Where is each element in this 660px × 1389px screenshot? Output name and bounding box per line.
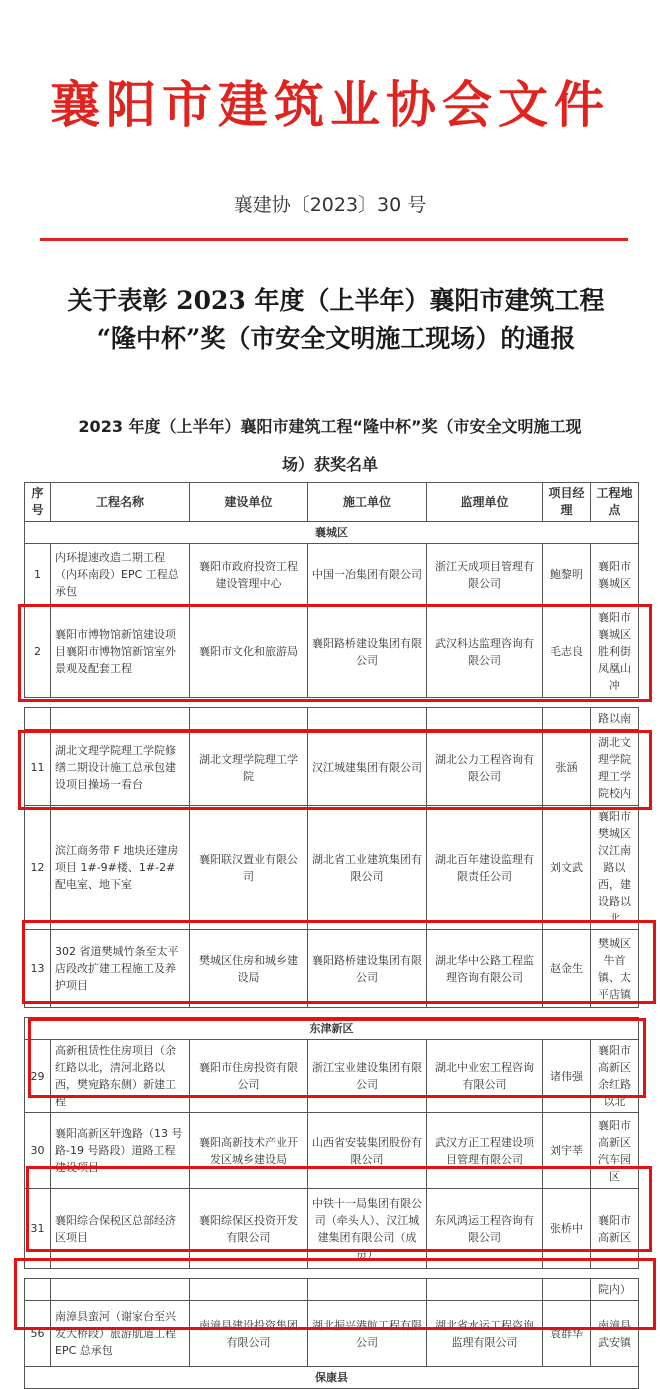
row-manager: 张涵 (543, 730, 591, 806)
row-project: 襄阳高新区轩逸路（13 号路-19 号路段）道路工程建设项目 (51, 1113, 190, 1189)
row-contractor: 汉江城建集团有限公司 (308, 730, 427, 806)
excerpt-gap (25, 698, 639, 708)
row-project: 南漳县蛮河（谢家台至兴发大桥段）旅游航道工程 EPC 总承包 (51, 1301, 190, 1367)
header-contractor: 施工单位 (308, 483, 427, 522)
row-supervisor: 湖北百年建设监理有限责任公司 (427, 806, 543, 930)
row-supervisor: 东风鸿运工程咨询有限公司 (427, 1189, 543, 1269)
document-header-title: 襄阳市建筑业协会文件 (50, 75, 610, 134)
row-supervisor: 浙江天成项目管理有限公司 (427, 544, 543, 606)
row-supervisor: 湖北公力工程咨询有限公司 (427, 730, 543, 806)
row-location: 襄阳市樊城区汉江南路以西，建设路以北 (591, 806, 639, 930)
row-contractor: 山西省安装集团股份有限公司 (308, 1113, 427, 1189)
row-project: 302 省道樊城竹条至太平店段改扩建工程施工及养护项目 (51, 930, 190, 1008)
row-location: 襄阳市高新区 (591, 1189, 639, 1269)
document-number: 襄建协〔2023〕30 号 (233, 194, 427, 216)
row-location: 襄阳市襄城区胜利街凤凰山冲 (591, 606, 639, 698)
row-location: 湖北文理学院理工学院校内 (591, 730, 639, 806)
award-list-title-line1: 2023 年度（上半年）襄阳市建筑工程“隆中杯”奖（市安全文明施工现 (78, 417, 582, 436)
row-supervisor: 武汉方正工程建设项目管理有限公司 (427, 1113, 543, 1189)
award-table (24, 482, 638, 1389)
row-builder: 襄阳综保区投资开发有限公司 (190, 1189, 308, 1269)
excerpt-gap (25, 1008, 639, 1018)
row-manager: 刘宇莘 (543, 1113, 591, 1189)
row-no: 30 (25, 1113, 51, 1189)
section-row-baokang (25, 1367, 639, 1389)
section-label: 襄城区 (25, 522, 639, 544)
header-supervisor: 监理单位 (427, 483, 543, 522)
table-row (25, 806, 639, 930)
table-row (25, 1040, 639, 1113)
row-builder: 襄阳市政府投资工程建设管理中心 (190, 544, 308, 606)
row-manager: 刘文武 (543, 806, 591, 930)
award-list-title (22, 408, 638, 484)
header-divider (40, 238, 628, 241)
row-project: 内环提速改造二期工程（内环南段）EPC 工程总承包 (51, 544, 190, 606)
row-contractor: 襄阳路桥建设集团有限公司 (308, 930, 427, 1008)
row-project: 滨江商务带 F 地块还建房项目 1#-9#楼、1#-2#配电室、地下室 (51, 806, 190, 930)
row-location-fragment: 路以南 (591, 708, 639, 730)
table-row-fragment (25, 708, 639, 730)
row-builder: 南漳县建设投资集团有限公司 (190, 1301, 308, 1367)
table-row (25, 1301, 639, 1367)
row-no: 56 (25, 1301, 51, 1367)
table-row (25, 1189, 639, 1269)
row-builder: 襄阳联汉置业有限公司 (190, 806, 308, 930)
row-contractor: 湖北省工业建筑集团有限公司 (308, 806, 427, 930)
row-contractor: 中国一冶集团有限公司 (308, 544, 427, 606)
row-builder: 湖北文理学院理工学院 (190, 730, 308, 806)
section-row-xiangcheng (25, 522, 639, 544)
table-row (25, 930, 639, 1008)
row-location: 襄阳市高新区汽车园区 (591, 1113, 639, 1189)
row-supervisor: 武汉科达监理咨询有限公司 (427, 606, 543, 698)
row-contractor: 襄阳路桥建设集团有限公司 (308, 606, 427, 698)
table-header-row (25, 483, 639, 522)
row-supervisor: 湖北华中公路工程监理咨询有限公司 (427, 930, 543, 1008)
table-row (25, 606, 639, 698)
row-project: 襄阳综合保税区总部经济区项目 (51, 1189, 190, 1269)
notice-title-line1: 关于表彰 2023 年度（上半年）襄阳市建筑工程 (67, 286, 605, 315)
row-builder: 樊城区住房和城乡建设局 (190, 930, 308, 1008)
row-builder: 襄阳高新技术产业开发区城乡建设局 (190, 1113, 308, 1189)
row-location: 襄阳市襄城区 (591, 544, 639, 606)
row-manager: 鲍黎明 (543, 544, 591, 606)
row-location: 南漳县武安镇 (591, 1301, 639, 1367)
notice-title (36, 282, 636, 358)
row-manager: 袁群华 (543, 1301, 591, 1367)
row-location: 樊城区牛首镇、太平店镇 (591, 930, 639, 1008)
row-builder: 襄阳市住房投资有限公司 (190, 1040, 308, 1113)
section-label: 东津新区 (25, 1018, 639, 1040)
header-project: 工程名称 (51, 483, 190, 522)
award-list-title-line2: 场）获奖名单 (281, 455, 378, 474)
row-no: 31 (25, 1189, 51, 1269)
row-no: 29 (25, 1040, 51, 1113)
section-label: 保康县 (25, 1367, 639, 1389)
header-no: 序号 (25, 483, 51, 522)
row-no: 13 (25, 930, 51, 1008)
row-no: 1 (25, 544, 51, 606)
table-row (25, 730, 639, 806)
row-builder: 襄阳市文化和旅游局 (190, 606, 308, 698)
row-supervisor: 湖北中业宏工程咨询有限公司 (427, 1040, 543, 1113)
row-supervisor: 湖北省水运工程咨询监理有限公司 (427, 1301, 543, 1367)
notice-title-line2: “隆中杯”奖（市安全文明施工现场）的通报 (96, 324, 576, 353)
row-project: 高新租赁性住房项目（余红路以北，清河北路以西，樊宛路东侧）新建工程 (51, 1040, 190, 1113)
row-no: 12 (25, 806, 51, 930)
row-project: 湖北文理学院理工学院修缮二期设计施工总承包建设项目操场一看台 (51, 730, 190, 806)
row-contractor: 湖北振兴港航工程有限公司 (308, 1301, 427, 1367)
row-location-fragment: 院内） (591, 1279, 639, 1301)
header-location: 工程地点 (591, 483, 639, 522)
row-manager: 诸伟强 (543, 1040, 591, 1113)
header-builder: 建设单位 (190, 483, 308, 522)
row-manager: 毛志良 (543, 606, 591, 698)
row-no: 2 (25, 606, 51, 698)
table-row (25, 1113, 639, 1189)
row-project: 襄阳市博物馆新馆建设项目襄阳市博物馆新馆室外景观及配套工程 (51, 606, 190, 698)
row-contractor: 浙江宝业建设集团有限公司 (308, 1040, 427, 1113)
row-contractor: 中铁十一局集团有限公司（牵头人）、汉江城建集团有限公司（成员） (308, 1189, 427, 1269)
row-no: 11 (25, 730, 51, 806)
header-manager: 项目经理 (543, 483, 591, 522)
row-manager: 赵金生 (543, 930, 591, 1008)
row-location: 襄阳市高新区余红路以北 (591, 1040, 639, 1113)
table-row (25, 544, 639, 606)
row-manager: 张桥中 (543, 1189, 591, 1269)
excerpt-gap (25, 1269, 639, 1279)
section-row-dongjin (25, 1018, 639, 1040)
table-row-fragment (25, 1279, 639, 1301)
